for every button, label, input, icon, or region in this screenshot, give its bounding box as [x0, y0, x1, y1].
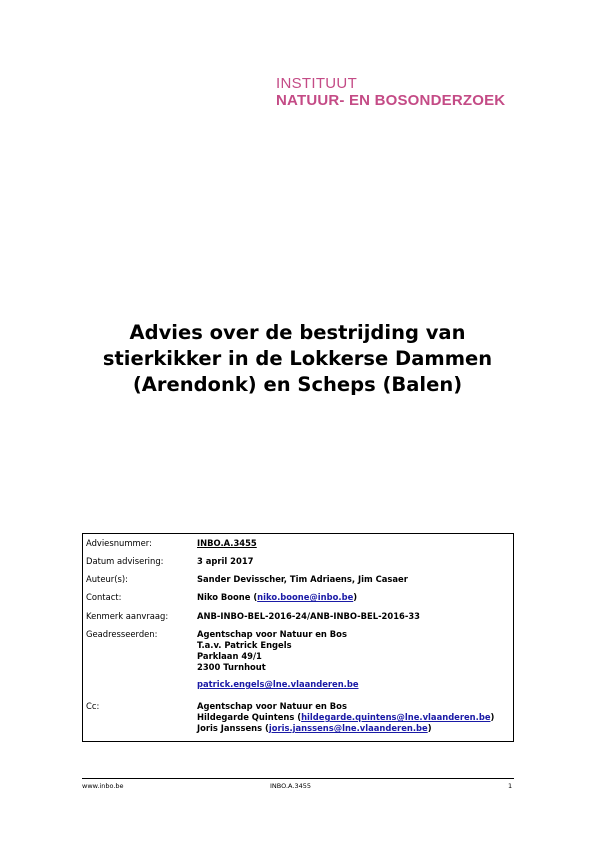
- inbo-logo: [276, 76, 505, 109]
- label-kenmerk: Kenmerk aanvraag:: [86, 611, 169, 621]
- footer-divider: [82, 778, 514, 779]
- cc-person-2: Joris Janssens (: [197, 723, 269, 733]
- geadresseerde-email-line: [197, 679, 359, 690]
- contact-email-link[interactable]: niko.boone@inbo.be: [257, 592, 354, 602]
- value-datum: 3 april 2017: [197, 556, 254, 566]
- value-auteurs: Sander Devisscher, Tim Adriaens, Jim Casaer: [197, 574, 408, 584]
- contact-name: Niko Boone (: [197, 592, 258, 602]
- title-line-1: Advies over de bestrijding van: [129, 321, 466, 344]
- value-adviesnummer: INBO.A.3455: [197, 538, 257, 548]
- logo-line-1: INSTITUUT: [276, 75, 358, 92]
- logo-line-2: NATUUR- EN BOSONDERZOEK: [276, 92, 506, 109]
- document-title: [60, 320, 535, 398]
- label-geadresseerden: Geadresseerden:: [86, 629, 158, 639]
- geadresseerde-line-4: 2300 Turnhout: [197, 662, 266, 672]
- geadresseerde-line-3: Parklaan 49/1: [197, 651, 262, 661]
- label-cc: Cc:: [86, 701, 100, 711]
- advice-info-box: [82, 533, 514, 742]
- geadresseerde-line-2: T.a.v. Patrick Engels: [197, 640, 292, 650]
- label-auteurs: Auteur(s):: [86, 574, 128, 584]
- cc-line-2: [197, 712, 494, 723]
- footer-document-number: INBO.A.3455: [270, 782, 311, 790]
- label-datum: Datum advisering:: [86, 556, 164, 566]
- label-contact: Contact:: [86, 592, 122, 602]
- title-line-3: (Arendonk) en Scheps (Balen): [132, 373, 463, 396]
- footer-page-number: 1: [508, 782, 513, 790]
- cc-close-2: ): [427, 723, 432, 733]
- value-geadresseerden: [197, 629, 359, 690]
- value-kenmerk: ANB-INBO-BEL-2016-24/ANB-INBO-BEL-2016-33: [197, 611, 420, 621]
- cc-email-1-link[interactable]: hildegarde.quintens@lne.vlaanderen.be: [301, 712, 491, 722]
- geadresseerde-email-link[interactable]: patrick.engels@lne.vlaanderen.be: [197, 679, 359, 689]
- geadresseerde-line-1: Agentschap voor Natuur en Bos: [197, 629, 347, 639]
- cc-email-2-link[interactable]: joris.janssens@lne.vlaanderen.be: [268, 723, 428, 733]
- value-cc: [197, 701, 494, 734]
- cc-person-1: Hildegarde Quintens (: [197, 712, 302, 722]
- cc-line-1: Agentschap voor Natuur en Bos: [197, 701, 347, 711]
- cc-line-3: [197, 723, 494, 734]
- cc-close-1: ): [490, 712, 495, 722]
- title-line-2: stierkikker in de Lokkerse Dammen: [102, 347, 493, 370]
- value-contact: [197, 592, 357, 603]
- label-adviesnummer: Adviesnummer:: [86, 538, 152, 548]
- footer-website: www.inbo.be: [82, 782, 124, 790]
- contact-close: ): [353, 592, 358, 602]
